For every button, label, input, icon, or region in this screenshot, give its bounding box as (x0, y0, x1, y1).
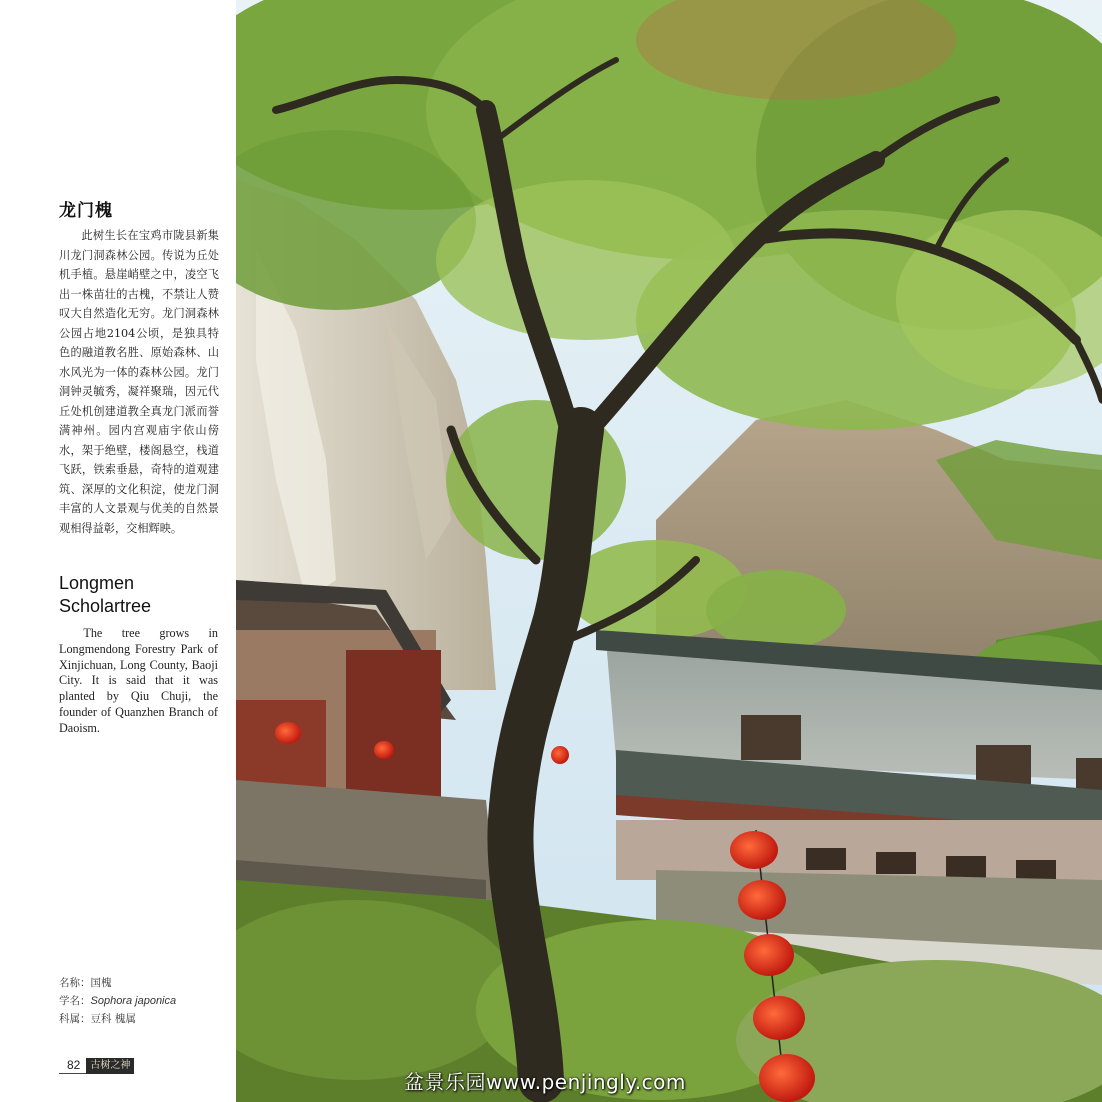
lantern (275, 722, 301, 744)
fact-name-label: 名称： (59, 977, 91, 989)
fact-family-value: 豆科 槐属 (90, 1013, 136, 1025)
lantern (730, 831, 778, 869)
lantern (759, 1054, 815, 1102)
site-watermark: 盆景乐园www.penjingly.com (404, 1070, 686, 1094)
page-number: 82 (59, 1058, 86, 1074)
tree-photograph (236, 0, 1102, 1102)
chinese-description: 此树生长在宝鸡市陇县新集川龙门洞森林公园。传说为丘处机手植。悬崖峭壁之中，凌空飞出一株苗壮的古槐，不禁让人赞叹大自然造化无穷。龙门洞森林公园占地2104公顷，是独具特色的融道教名胜、原始森林、山水风光为一体的森林公园。龙门洞钟灵毓秀，凝祥聚瑞，因元代丘处机创建道教全真龙门派而誉满神州。园内宫观庙宇依山傍水，架于绝壁，楼阁悬空，栈道飞跃，铁索垂悬，奇特的道观建筑、深厚的文化积淀，使龙门洞丰富的人文景观与优美的自然景观相得益彰，交相辉映。 (59, 229, 219, 535)
page-footer (59, 1058, 134, 1074)
english-title: Longmen Scholartree (59, 573, 152, 616)
fact-name (59, 975, 112, 990)
fact-family (59, 1011, 136, 1026)
text-column (0, 0, 236, 1102)
chinese-title: 龙门槐 (59, 201, 113, 221)
english-description: The tree grows in Longmendong Forestry Park of Xinjichuan, Long County, Baoji City. It is said that it was planted by Qiu Chuji, the founder of Quanzhen Branch of Daoism. (59, 626, 218, 735)
lantern (738, 880, 786, 920)
book-title-badge: 古树之神 (86, 1058, 134, 1074)
fact-sci-label: 学名： (59, 995, 91, 1007)
fact-family-label: 科属： (59, 1013, 91, 1025)
fact-sci-value: Sophora japonica (90, 995, 177, 1007)
fact-name-value: 国槐 (90, 977, 112, 989)
lantern (551, 746, 569, 764)
lantern (753, 996, 805, 1040)
lantern (744, 934, 794, 976)
lantern (374, 741, 394, 759)
fact-scientific-name (59, 993, 176, 1008)
